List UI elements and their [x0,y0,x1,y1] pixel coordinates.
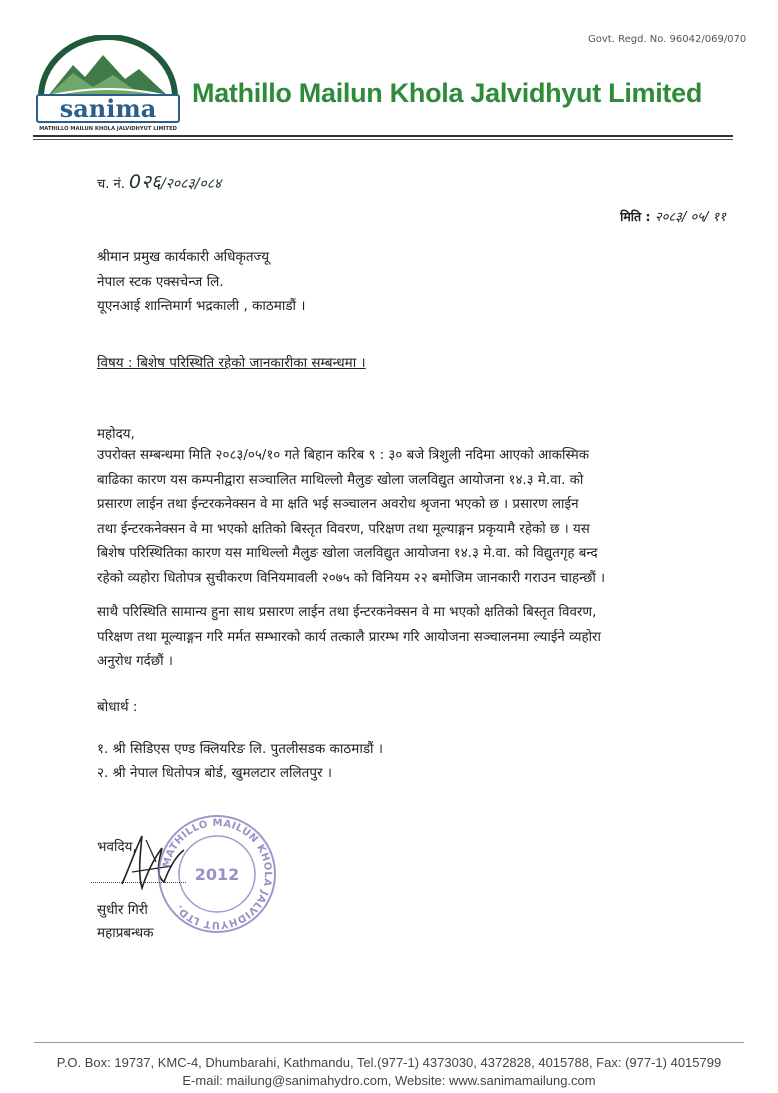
paragraph-line: साथै परिस्थिति सामान्य हुना साथ प्रसारण लाईन तथा ईन्टरकनेक्सन वे मा भएको क्षतिको बिस्तृत विवरण, [97,605,597,620]
header-divider-thin [33,139,733,140]
reference-number [97,168,221,194]
closing: भवदिय, [97,839,137,855]
paragraph-line: रहेको व्यहोरा धितोपत्र सुचीकरण विनियमावली २०७५ को विनियम २२ बमोजिम जानकारी गराउन चाहन्छौं । [97,570,606,586]
addressee-line-3: यूएनआई शान्तिमार्ग भद्रकाली , काठमाडौं । [97,298,306,314]
header-divider [33,135,733,137]
letter-date [620,207,726,225]
addressee-line-2: नेपाल स्टक एक्सचेन्ज लि. [97,274,224,290]
cc-item-2: २. श्री नेपाल धितोपत्र बोर्ड, खुमलटार ललितपुर । [97,765,332,781]
stamp-year: 2012 [194,865,240,884]
addressee-line-1: श्रीमान प्रमुख कार्यकारी अधिकृतज्यू [97,249,270,265]
registration-number: Govt. Regd. No. 96042/069/070 [588,34,747,45]
reference-handwritten-number: 0२६ [129,171,161,193]
letter-subject: विषय : बिशेष परिस्थिति रहेको जानकारीका सम्बन्धमा । [97,355,366,371]
svg-text:MATHILLO MAILUN KHOLA JALVIDHY: MATHILLO MAILUN KHOLA JALVIDHYUT LIMITED [39,126,177,132]
signatory-title: महाप्रबन्धक [97,925,154,941]
sanima-logo [33,35,183,137]
footer-address: P.O. Box: 19737, KMC-4, Dhumbarahi, Kathmandu, Tel.(977-1) 4373030, 4372828, 4015788, Fax: (977-1) 4015799 [56,1055,722,1070]
reference-label: च. नं. [97,177,125,192]
body-paragraph-1 [97,444,727,591]
paragraph-line: उपरोक्त सम्बन्धमा मिति २०८३/०५/१० गते बिहान करिब ९ : ३० बजे त्रिशुली नदिमा आएको आकस्मिक [97,448,589,463]
stamp-ring-text: MATHILLO MAILUN KHOLA JALVIDHYUT LTD. [161,817,274,931]
cc-label: बोधार्थ : [97,699,138,715]
company-name: Mathillo Mailun Khola Jalvidhyut Limited [192,78,703,108]
footer-divider [34,1042,744,1043]
date-label: मिति : [620,209,651,224]
date-value: २०८३/ ०५/ ११ [654,210,726,225]
paragraph-line: परिक्षण तथा मूल्याङ्गन गरि मर्मत सम्भारको कार्य तत्कालै प्रारम्भ गरि आयोजना सञ्चालनमा ल्याईने व्यहोरा [97,629,601,645]
footer-contact: E-mail: mailung@sanimahydro.com, Website: www.sanimamailung.com [182,1073,596,1088]
paragraph-line: तथा ईन्टरकनेक्सन वे मा भएको क्षतिको बिस्तृत विवरण, परिक्षण तथा मूल्याङ्गन प्रकृयामै रहेको छ । यस [97,521,590,537]
paragraph-line: बाढिका कारण यस कम्पनीद्वारा सञ्चालित माथिल्लो मैलुङ खोला जलविद्युत आयोजना १४.३ मे.वा. को [97,472,584,488]
paragraph-line: बिशेष परिस्थितिका कारण यस माथिल्लो मैलुङ खोला जलविद्युत आयोजना १४.३ मे.वा. को विद्युतगृह बन्द [97,546,598,561]
reference-year: /२०८३/०८४ [160,176,222,192]
paragraph-line: अनुरोध गर्दछौं । [97,654,173,669]
svg-text:sanima: sanima [59,94,157,123]
signatory-name: सुधीर गिरी [97,902,148,918]
company-stamp [152,812,282,937]
signature-line [91,882,186,883]
paragraph-line: प्रसारण लाईन तथा ईन्टरकनेक्सन वे मा क्षति भई सञ्चालन अवरोध श्रृजना भएको छ । प्रसारण लाईन [97,497,579,512]
cc-item-1: १. श्री सिडिएस एण्ड क्लियरिङ लि. पुतलीसडक काठमाडौं । [97,741,383,757]
body-paragraph-2 [97,601,727,675]
salutation: महोदय, [97,427,135,442]
